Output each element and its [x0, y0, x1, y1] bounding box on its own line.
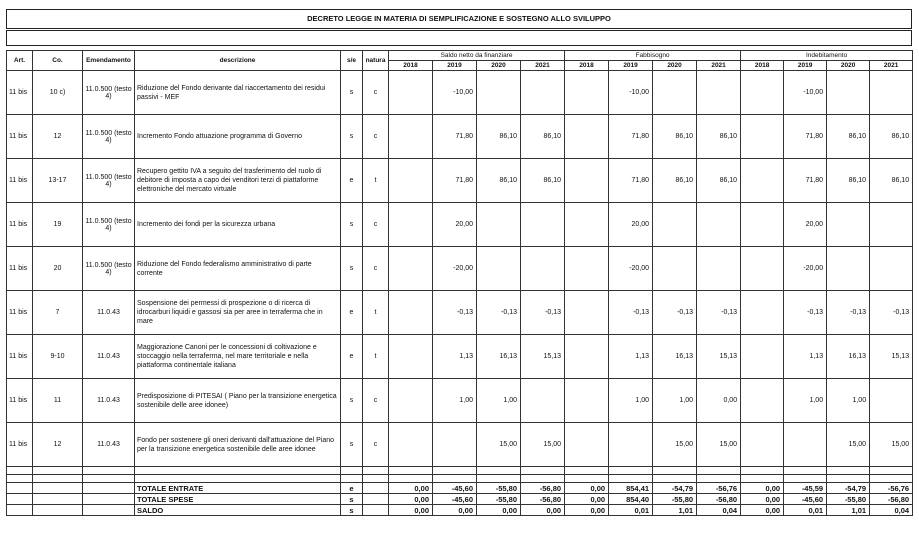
cell-indeb: [741, 291, 784, 335]
cell-se: e: [341, 335, 363, 379]
cell-fabb: 86,10: [697, 115, 741, 159]
totals-fabb: 1,01: [653, 505, 697, 516]
table-body: [7, 71, 913, 516]
year-header: 2019: [609, 61, 653, 71]
totals-indeb: -56,80: [870, 494, 913, 505]
year-header: 2021: [697, 61, 741, 71]
empty-cell: [784, 467, 827, 475]
cell-se: e: [341, 159, 363, 203]
totals-saldo: 0,00: [389, 494, 433, 505]
empty-cell: [741, 467, 784, 475]
cell-natura: t: [363, 335, 389, 379]
cell-art: 11 bis: [7, 71, 33, 115]
table-row: [7, 379, 913, 423]
empty-cell: [565, 467, 609, 475]
empty-cell: [7, 467, 33, 475]
cell-descrizione: Maggiorazione Canoni per le concessioni di coltivazione e stoccaggio nella terraferma, nel mare territoriale e nella piattaforma continentale italiana: [135, 335, 341, 379]
cell-co: 13-17: [33, 159, 83, 203]
cell-emendamento: 11.0.43: [83, 423, 135, 467]
empty-cell: [363, 475, 389, 483]
cell-natura: c: [363, 379, 389, 423]
totals-label: TOTALE SPESE: [135, 494, 341, 505]
empty-cell: [83, 475, 135, 483]
year-header: 2020: [477, 61, 521, 71]
cell-fabb: [653, 71, 697, 115]
cell-indeb: [827, 71, 870, 115]
cell-indeb: [741, 247, 784, 291]
empty-cell: [521, 475, 565, 483]
header-co: Co.: [33, 51, 83, 71]
cell-fabb: 15,00: [697, 423, 741, 467]
cell-fabb: [697, 203, 741, 247]
year-header: 2019: [433, 61, 477, 71]
cell-indeb: [741, 159, 784, 203]
cell-fabb: 86,10: [653, 115, 697, 159]
cell-indeb: 15,13: [870, 335, 913, 379]
empty-cell: [363, 467, 389, 475]
empty-cell: [33, 494, 83, 505]
table-row: [7, 115, 913, 159]
cell-saldo: 86,10: [477, 115, 521, 159]
empty-cell: [33, 505, 83, 516]
totals-fabb: -55,80: [653, 494, 697, 505]
header-saldo: Saldo netto da finanziare: [389, 51, 565, 61]
header-se: s/e: [341, 51, 363, 71]
cell-indeb: [784, 423, 827, 467]
totals-indeb: -45,60: [784, 494, 827, 505]
cell-indeb: [870, 71, 913, 115]
cell-fabb: [565, 203, 609, 247]
empty-cell: [341, 467, 363, 475]
financial-table: [6, 50, 913, 516]
cell-saldo: 86,10: [477, 159, 521, 203]
empty-cell: [389, 467, 433, 475]
cell-indeb: -20,00: [784, 247, 827, 291]
totals-saldo: 0,00: [389, 505, 433, 516]
cell-natura: t: [363, 291, 389, 335]
empty-cell: [7, 494, 33, 505]
empty-cell: [363, 483, 389, 494]
cell-saldo: -0,13: [477, 291, 521, 335]
cell-emendamento: 11.0.500 (testo 4): [83, 159, 135, 203]
cell-saldo: [389, 71, 433, 115]
cell-fabb: 86,10: [653, 159, 697, 203]
cell-se: s: [341, 379, 363, 423]
cell-fabb: [653, 247, 697, 291]
cell-co: 20: [33, 247, 83, 291]
cell-fabb: [565, 379, 609, 423]
cell-fabb: 1,13: [609, 335, 653, 379]
cell-indeb: 86,10: [827, 159, 870, 203]
cell-saldo: [389, 247, 433, 291]
cell-emendamento: 11.0.43: [83, 335, 135, 379]
totals-indeb: -55,80: [827, 494, 870, 505]
year-header: 2020: [653, 61, 697, 71]
cell-fabb: 15,13: [697, 335, 741, 379]
cell-natura: t: [363, 159, 389, 203]
cell-se: s: [341, 71, 363, 115]
cell-saldo: 86,10: [521, 159, 565, 203]
totals-indeb: -54,79: [827, 483, 870, 494]
table-row: [7, 291, 913, 335]
header-natura: natura: [363, 51, 389, 71]
cell-saldo: 71,80: [433, 115, 477, 159]
empty-cell: [697, 475, 741, 483]
cell-fabb: -10,00: [609, 71, 653, 115]
cell-fabb: -0,13: [653, 291, 697, 335]
totals-fabb: 0,01: [609, 505, 653, 516]
cell-indeb: 86,10: [870, 115, 913, 159]
empty-cell: [83, 467, 135, 475]
empty-cell: [83, 505, 135, 516]
cell-indeb: 71,80: [784, 159, 827, 203]
cell-fabb: [565, 159, 609, 203]
cell-art: 11 bis: [7, 335, 33, 379]
totals-indeb: 1,01: [827, 505, 870, 516]
cell-indeb: 16,13: [827, 335, 870, 379]
cell-fabb: [565, 291, 609, 335]
totals-indeb: -45,59: [784, 483, 827, 494]
cell-emendamento: 11.0.500 (testo 4): [83, 203, 135, 247]
spacer-row: [7, 467, 913, 475]
empty-cell: [741, 475, 784, 483]
cell-saldo: -20,00: [433, 247, 477, 291]
cell-natura: c: [363, 247, 389, 291]
table-row: [7, 71, 913, 115]
cell-art: 11 bis: [7, 291, 33, 335]
totals-saldo: -56,80: [521, 483, 565, 494]
cell-indeb: [741, 335, 784, 379]
totals-fabb: -56,76: [697, 483, 741, 494]
totals-row: [7, 494, 913, 505]
cell-se: s: [341, 203, 363, 247]
totals-indeb: 0,04: [870, 505, 913, 516]
empty-cell: [784, 475, 827, 483]
totals-fabb: 0,00: [565, 494, 609, 505]
cell-natura: c: [363, 203, 389, 247]
cell-saldo: 71,80: [433, 159, 477, 203]
empty-cell: [33, 483, 83, 494]
cell-natura: c: [363, 115, 389, 159]
spreadsheet-sheet: [6, 6, 912, 540]
cell-fabb: 20,00: [609, 203, 653, 247]
cell-co: 12: [33, 423, 83, 467]
cell-saldo: [521, 71, 565, 115]
cell-indeb: 1,13: [784, 335, 827, 379]
cell-art: 11 bis: [7, 247, 33, 291]
totals-label: SALDO: [135, 505, 341, 516]
document-title: DECRETO LEGGE IN MATERIA DI SEMPLIFICAZIONE E SOSTEGNO ALLO SVILUPPO: [6, 9, 912, 29]
cell-descrizione: Riduzione del Fondo federalismo amministrativo di parte corrente: [135, 247, 341, 291]
cell-fabb: 1,00: [653, 379, 697, 423]
cell-saldo: -10,00: [433, 71, 477, 115]
cell-saldo: [521, 247, 565, 291]
cell-fabb: 0,00: [697, 379, 741, 423]
cell-saldo: [477, 71, 521, 115]
empty-cell: [135, 467, 341, 475]
cell-art: 11 bis: [7, 379, 33, 423]
totals-saldo: 0,00: [433, 505, 477, 516]
cell-saldo: 16,13: [477, 335, 521, 379]
totals-row: [7, 483, 913, 494]
totals-saldo: -55,80: [477, 494, 521, 505]
cell-saldo: [389, 423, 433, 467]
cell-se: s: [341, 423, 363, 467]
cell-fabb: 1,00: [609, 379, 653, 423]
cell-indeb: 1,00: [827, 379, 870, 423]
empty-cell: [609, 467, 653, 475]
cell-fabb: [697, 71, 741, 115]
cell-fabb: 16,13: [653, 335, 697, 379]
cell-fabb: -0,13: [697, 291, 741, 335]
cell-fabb: 71,80: [609, 115, 653, 159]
cell-fabb: [565, 115, 609, 159]
cell-descrizione: Incremento dei fondi per la sicurezza urbana: [135, 203, 341, 247]
cell-indeb: [741, 203, 784, 247]
header-descrizione: descrizione: [135, 51, 341, 71]
cell-emendamento: 11.0.500 (testo 4): [83, 71, 135, 115]
cell-co: 11: [33, 379, 83, 423]
totals-indeb: 0,00: [741, 505, 784, 516]
cell-indeb: 1,00: [784, 379, 827, 423]
empty-cell: [521, 467, 565, 475]
empty-cell: [477, 467, 521, 475]
empty-cell: [565, 475, 609, 483]
cell-saldo: [389, 203, 433, 247]
cell-emendamento: 11.0.500 (testo 4): [83, 247, 135, 291]
totals-saldo: 0,00: [477, 505, 521, 516]
table-row: [7, 423, 913, 467]
year-header: 2019: [784, 61, 827, 71]
cell-se: e: [341, 291, 363, 335]
totals-saldo: -45,60: [433, 494, 477, 505]
cell-co: 12: [33, 115, 83, 159]
cell-saldo: [389, 335, 433, 379]
cell-descrizione: Fondo per sostenere gli oneri derivanti dall'attuazione del Piano per la transizione energetica sostenibile delle aree idonee: [135, 423, 341, 467]
cell-descrizione: Sospensione dei permessi di prospezione o di ricerca di idrocarburi liquidi e gassosi sia per aree in terraferma che in mare: [135, 291, 341, 335]
year-header: 2021: [870, 61, 913, 71]
totals-se: s: [341, 505, 363, 516]
cell-art: 11 bis: [7, 115, 33, 159]
header-art: Art.: [7, 51, 33, 71]
table-row: [7, 247, 913, 291]
empty-cell: [363, 494, 389, 505]
cell-fabb: [565, 71, 609, 115]
empty-cell: [870, 467, 913, 475]
empty-cell: [697, 467, 741, 475]
cell-emendamento: 11.0.43: [83, 379, 135, 423]
header-fabbisogno: Fabbisogno: [565, 51, 741, 61]
cell-saldo: [389, 379, 433, 423]
year-header: 2018: [565, 61, 609, 71]
cell-indeb: 20,00: [784, 203, 827, 247]
cell-saldo: 1,00: [477, 379, 521, 423]
cell-se: s: [341, 247, 363, 291]
totals-fabb: -56,80: [697, 494, 741, 505]
totals-fabb: -54,79: [653, 483, 697, 494]
cell-descrizione: Incremento Fondo attuazione programma di Governo: [135, 115, 341, 159]
cell-saldo: [521, 203, 565, 247]
cell-descrizione: Riduzione del Fondo derivante dal riaccertamento dei residui passivi - MEF: [135, 71, 341, 115]
empty-cell: [389, 475, 433, 483]
cell-saldo: 15,00: [477, 423, 521, 467]
empty-cell: [33, 475, 83, 483]
cell-indeb: [870, 379, 913, 423]
empty-cell: [33, 467, 83, 475]
totals-indeb: 0,00: [741, 483, 784, 494]
cell-saldo: 86,10: [521, 115, 565, 159]
empty-cell: [870, 475, 913, 483]
cell-indeb: 86,10: [827, 115, 870, 159]
cell-saldo: [477, 203, 521, 247]
cell-indeb: [827, 203, 870, 247]
cell-saldo: -0,13: [521, 291, 565, 335]
cell-indeb: -0,13: [870, 291, 913, 335]
cell-indeb: 15,00: [827, 423, 870, 467]
cell-saldo: 15,13: [521, 335, 565, 379]
totals-saldo: -45,60: [433, 483, 477, 494]
cell-fabb: 86,10: [697, 159, 741, 203]
empty-cell: [609, 475, 653, 483]
cell-indeb: 15,00: [870, 423, 913, 467]
cell-fabb: [653, 203, 697, 247]
totals-se: s: [341, 494, 363, 505]
empty-cell: [653, 475, 697, 483]
totals-fabb: 0,04: [697, 505, 741, 516]
cell-saldo: [477, 247, 521, 291]
cell-saldo: 15,00: [521, 423, 565, 467]
cell-fabb: -0,13: [609, 291, 653, 335]
totals-fabb: 854,40: [609, 494, 653, 505]
year-header: 2018: [389, 61, 433, 71]
empty-cell: [477, 475, 521, 483]
empty-cell: [827, 467, 870, 475]
cell-saldo: 1,00: [433, 379, 477, 423]
cell-fabb: [609, 423, 653, 467]
cell-co: 19: [33, 203, 83, 247]
cell-saldo: [389, 115, 433, 159]
cell-art: 11 bis: [7, 159, 33, 203]
table-row: [7, 159, 913, 203]
empty-cell: [83, 483, 135, 494]
cell-indeb: 86,10: [870, 159, 913, 203]
cell-saldo: [389, 291, 433, 335]
header-emendamento: Emendamento: [83, 51, 135, 71]
cell-co: 9-10: [33, 335, 83, 379]
totals-saldo: 0,00: [521, 505, 565, 516]
cell-indeb: 71,80: [784, 115, 827, 159]
year-header: 2021: [521, 61, 565, 71]
cell-indeb: [870, 203, 913, 247]
spacer-row: [7, 475, 913, 483]
totals-fabb: 0,00: [565, 505, 609, 516]
cell-fabb: [565, 247, 609, 291]
totals-fabb: 0,00: [565, 483, 609, 494]
totals-label: TOTALE ENTRATE: [135, 483, 341, 494]
cell-art: 11 bis: [7, 203, 33, 247]
cell-art: 11 bis: [7, 423, 33, 467]
totals-saldo: -56,80: [521, 494, 565, 505]
cell-saldo: 20,00: [433, 203, 477, 247]
cell-co: 7: [33, 291, 83, 335]
cell-natura: c: [363, 423, 389, 467]
cell-saldo: -0,13: [433, 291, 477, 335]
header-indebitamento: Indebitamento: [741, 51, 913, 61]
cell-descrizione: Recupero gettito IVA a seguito del trasferimento del ruolo di debitore di imposta a capo dei venditori terzi di piattaforme elettroniche del mercato virtuale: [135, 159, 341, 203]
year-header: 2018: [741, 61, 784, 71]
cell-indeb: [827, 247, 870, 291]
empty-cell: [7, 505, 33, 516]
cell-saldo: 1,13: [433, 335, 477, 379]
cell-indeb: -10,00: [784, 71, 827, 115]
empty-cell: [7, 483, 33, 494]
cell-fabb: [565, 335, 609, 379]
cell-indeb: [741, 379, 784, 423]
empty-cell: [135, 475, 341, 483]
header-row-groups: [7, 51, 913, 61]
cell-natura: c: [363, 71, 389, 115]
totals-se: e: [341, 483, 363, 494]
cell-emendamento: 11.0.43: [83, 291, 135, 335]
empty-cell: [433, 467, 477, 475]
totals-fabb: 854,41: [609, 483, 653, 494]
cell-fabb: 71,80: [609, 159, 653, 203]
empty-cell: [341, 475, 363, 483]
year-header: 2020: [827, 61, 870, 71]
cell-indeb: -0,13: [827, 291, 870, 335]
empty-cell: [7, 475, 33, 483]
cell-indeb: [741, 71, 784, 115]
empty-cell: [433, 475, 477, 483]
cell-saldo: [389, 159, 433, 203]
cell-indeb: [870, 247, 913, 291]
cell-indeb: -0,13: [784, 291, 827, 335]
empty-cell: [827, 475, 870, 483]
cell-saldo: [521, 379, 565, 423]
table-row: [7, 203, 913, 247]
cell-fabb: -20,00: [609, 247, 653, 291]
table-row: [7, 335, 913, 379]
cell-fabb: [565, 423, 609, 467]
totals-row: [7, 505, 913, 516]
totals-saldo: 0,00: [389, 483, 433, 494]
totals-indeb: 0,01: [784, 505, 827, 516]
cell-co: 10 c): [33, 71, 83, 115]
cell-se: s: [341, 115, 363, 159]
totals-indeb: -56,76: [870, 483, 913, 494]
cell-emendamento: 11.0.500 (testo 4): [83, 115, 135, 159]
cell-indeb: [741, 115, 784, 159]
blank-header-row: [6, 30, 912, 46]
cell-fabb: [697, 247, 741, 291]
cell-descrizione: Predisposizione di PITESAI ( Piano per la transizione energetica sostenibile delle aree idonee): [135, 379, 341, 423]
empty-cell: [653, 467, 697, 475]
cell-indeb: [741, 423, 784, 467]
empty-cell: [363, 505, 389, 516]
totals-saldo: -55,80: [477, 483, 521, 494]
cell-fabb: 15,00: [653, 423, 697, 467]
cell-saldo: [433, 423, 477, 467]
totals-indeb: 0,00: [741, 494, 784, 505]
empty-cell: [83, 494, 135, 505]
